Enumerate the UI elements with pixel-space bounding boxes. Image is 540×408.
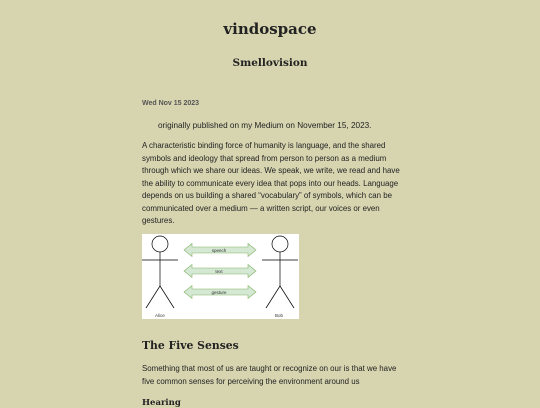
left-stick-figure — [142, 236, 178, 308]
channel-label-speech: speech — [211, 248, 227, 253]
intro-paragraph: A characteristic binding force of humanity is language, and the shared symbols and ideology that spread from person to person as a medium through which we share our ideas. We speak, we write, we read and have the ability to communicate every idea that pops into our heads. Language depends on us building a shared “vocabulary” of symbols, which can be communicated over a medium — a written script, our voices or even gestures. — [142, 141, 400, 225]
right-stick-figure — [262, 236, 298, 308]
site-title[interactable]: vindospace — [223, 20, 317, 38]
section-subheading: Hearing — [142, 398, 181, 408]
diagram-svg — [142, 234, 299, 319]
communication-diagram — [142, 234, 299, 319]
left-person-label: Alice — [155, 313, 165, 318]
post-title: Smellovision — [232, 57, 308, 69]
channel-label-gesture: gesture — [211, 290, 227, 295]
right-person-label: Bob — [275, 313, 284, 318]
section-heading: The Five Senses — [142, 339, 239, 352]
post-date: Wed Nov 15 2023 — [142, 100, 200, 107]
section-paragraph: Something that most of us are taught or recognize on our is that we have five common senses for perceiving the environment around us — [142, 364, 397, 386]
channel-label-text: text — [215, 269, 223, 274]
origin-note: originally published on my Medium on November 15, 2023. — [158, 121, 372, 130]
